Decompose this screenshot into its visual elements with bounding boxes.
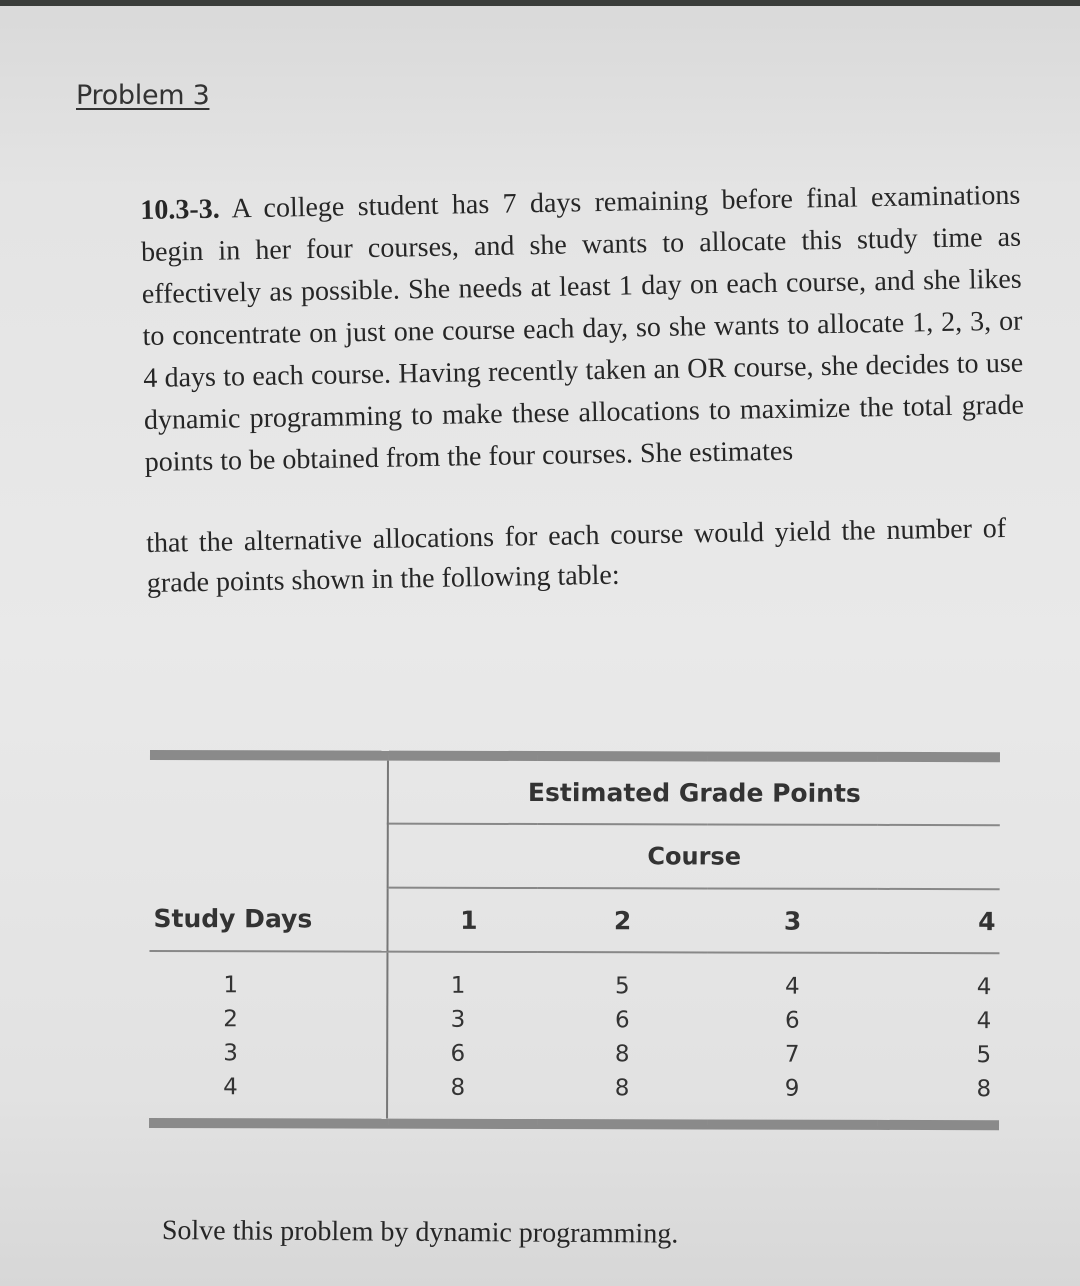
table-cell: 8 bbox=[614, 1075, 630, 1102]
course-column-header: 1 bbox=[387, 888, 537, 952]
course-column-header: 2 bbox=[537, 888, 707, 952]
problem-statement bbox=[140, 174, 1047, 604]
table-cell: 3 bbox=[450, 1006, 466, 1033]
course-column-header: 3 bbox=[707, 888, 877, 952]
table-cell: 5 bbox=[615, 973, 630, 1000]
course-column-header: 4 bbox=[877, 889, 999, 953]
table-cell: 4 bbox=[785, 973, 800, 1000]
course-3-column bbox=[707, 952, 877, 1124]
table-cell: 8 bbox=[450, 1074, 466, 1101]
table-cell: 5 bbox=[976, 1042, 992, 1069]
table-cell: 7 bbox=[784, 1041, 800, 1068]
problem-paragraph-2: that the alternative allocations for each course would yield the number of grade points shown in the following table: bbox=[145, 512, 1007, 599]
problem-paragraph-1 bbox=[140, 175, 1025, 484]
table-cell: 9 bbox=[784, 1075, 800, 1102]
table-subtitle: Course bbox=[388, 824, 1000, 890]
instruction-text: Solve this problem by dynamic programming. bbox=[161, 1215, 679, 1250]
table-cell: 4 bbox=[976, 974, 992, 1001]
table-body-row bbox=[149, 951, 999, 1125]
table-cell: 1 bbox=[450, 972, 466, 999]
grade-points-table bbox=[149, 750, 1000, 1130]
table-cell: 6 bbox=[614, 1007, 630, 1034]
row-header-label: Study Days bbox=[149, 887, 387, 952]
table-corner-cell bbox=[150, 755, 388, 888]
table-cell: 8 bbox=[614, 1041, 630, 1068]
table-cell: 3 bbox=[223, 1040, 238, 1067]
table-title: Estimated Grade Points bbox=[388, 756, 1000, 826]
table-cell: 8 bbox=[976, 1076, 992, 1103]
screen-top-edge bbox=[0, 0, 1080, 6]
problem-number: 10.3-3. bbox=[140, 193, 220, 226]
table-cell: 6 bbox=[784, 1007, 800, 1034]
table-cell: 1 bbox=[223, 972, 239, 999]
course-1-column bbox=[387, 952, 537, 1124]
course-2-column bbox=[537, 952, 707, 1124]
grade-points-table-container bbox=[149, 750, 1000, 1130]
problem-text: A college student has 7 days remaining before final examinations begin in her four courses, and she wants to allocate this study time as effectively as possible. She needs at least 1 day on each course, and she likes to concentrate on just one course each day, so she wants to allocate 1, 2, 3, or 4 days to each course. Having recently taken an OR course, she decides to use dynamic programming to make these allocations to maximize the total grade points to be obtained from the four courses. She estimates bbox=[140, 179, 1025, 478]
table-cell: 4 bbox=[976, 1008, 992, 1035]
table-header-row bbox=[149, 887, 999, 953]
study-days-column bbox=[149, 951, 387, 1124]
problem-title: Problem 3 bbox=[76, 80, 210, 111]
table-cell: 4 bbox=[223, 1074, 238, 1101]
course-4-column bbox=[877, 953, 999, 1125]
table-cell: 6 bbox=[450, 1040, 466, 1067]
table-cell: 2 bbox=[223, 1006, 238, 1033]
